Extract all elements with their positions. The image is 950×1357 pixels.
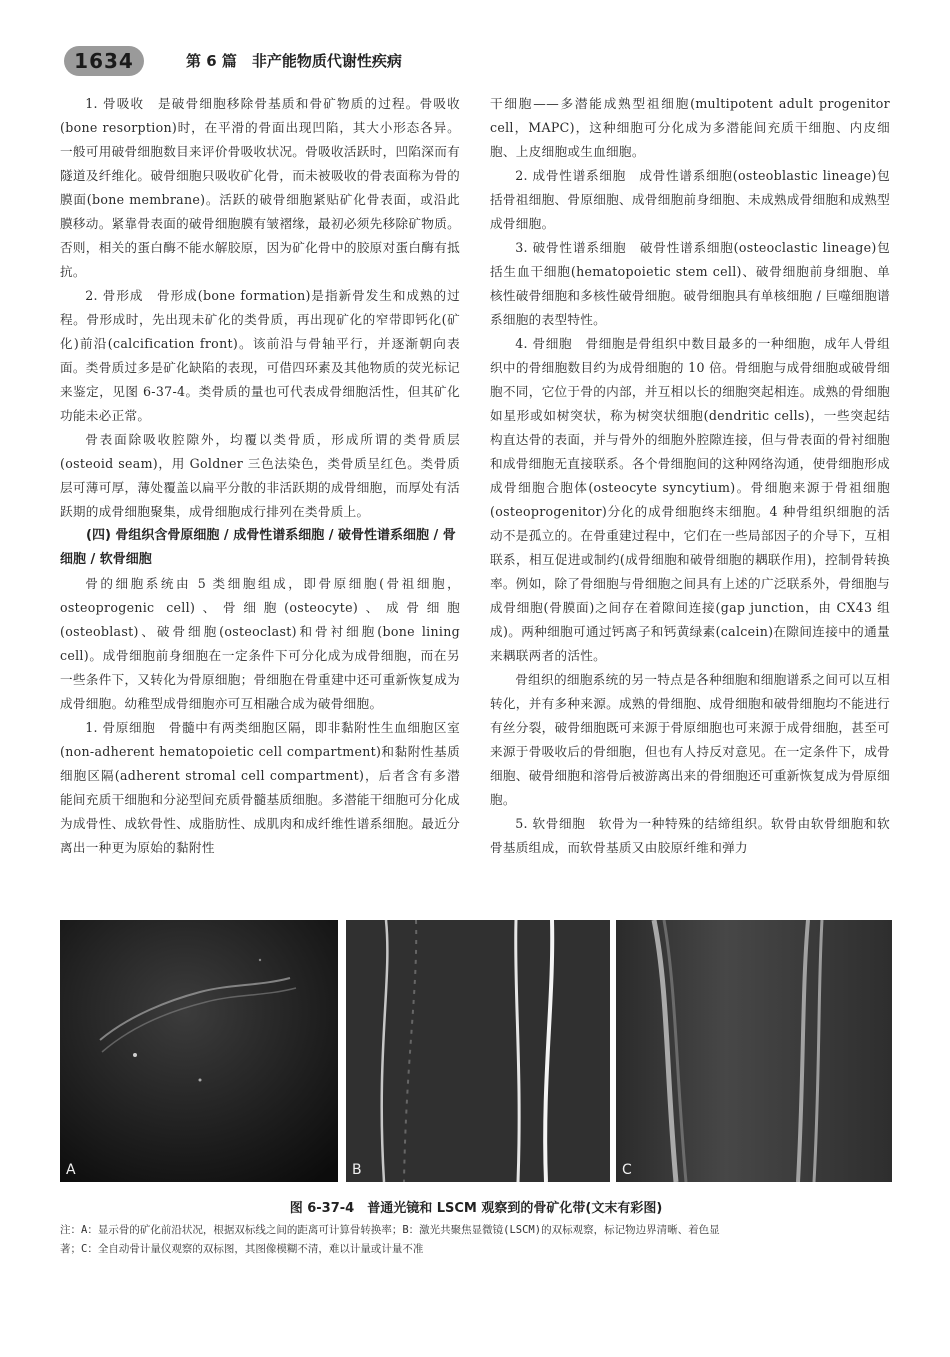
panel-b-image bbox=[346, 920, 610, 1182]
paragraph-osteoid-seam: 骨表面除吸收腔隙外，均覆以类骨质，形成所谓的类骨质层(osteoid seam)，用 Goldner 三色法染色，类骨质呈红色。类骨质层可薄可厚，薄处覆盖以扁平分散的非活跃期的成骨细胞，而厚处有活跃期的成骨细胞聚集，成骨细胞成行排列在类骨质上。 bbox=[60, 432, 460, 519]
figure-panel-b bbox=[346, 920, 610, 1182]
paragraph-chondrocyte: 5. 软骨细胞 软骨为一种特殊的结缔组织。软骨由软骨细胞和软骨基质组成，而软骨基质又由胶原纤维和弹力 bbox=[490, 816, 890, 855]
paragraph-osteoblastic-lineage: 2. 成骨性谱系细胞 成骨性谱系细胞(osteoblastic lineage)包括骨祖细胞、骨原细胞、成骨细胞前身细胞、未成熟成骨细胞和成熟型成骨细胞。 bbox=[490, 168, 890, 231]
section-title: 第 6 篇 非产能物质代谢性疾病 bbox=[186, 52, 402, 70]
figure-note-line-2: 著；C：全自动骨计量仪观察的双标图，其图像模糊不清，难以计量或计量不准 bbox=[60, 1243, 424, 1255]
panel-c-image bbox=[616, 920, 892, 1182]
subsection-heading: (四) 骨组织含骨原细胞 / 成骨性谱系细胞 / 破骨性谱系细胞 / 骨细胞 / 软骨细胞 bbox=[60, 528, 456, 567]
figure-panel-a bbox=[60, 920, 338, 1182]
paragraph-osteoprogenitor: 1. 骨原细胞 骨髓中有两类细胞区隔，即非黏附性生血细胞区室(non-adherent hematopoietic cell compartment)和黏附性基质细胞区隔(adherent stromal cell compartment)，后者含有多潜能间充质干细胞和分泌型间充质骨髓基质细胞。多潜能干细胞可分化成为成骨性、成软骨性、成脂肪性、成肌肉和成纤维性谱系细胞。最近分离出一种更为原始的黏附性 bbox=[60, 720, 460, 855]
page-number-badge: 1634 bbox=[64, 46, 144, 76]
paragraph-mapc: 干细胞——多潜能成熟型祖细胞(multipotent adult progenitor cell，MAPC)，这种细胞可分化成为多潜能间充质干细胞、内皮细胞、上皮细胞或生血细胞。 bbox=[490, 96, 890, 159]
figure-note-line-1: 注：A：显示骨的矿化前沿状况，根据双标线之间的距离可计算骨转换率；B：激光共聚焦显微镜(LSCM)的双标观察，标记物边界清晰、着色显 bbox=[60, 1224, 720, 1236]
figure-note bbox=[60, 1221, 892, 1259]
panel-label-b: B bbox=[352, 1162, 362, 1178]
paragraph-cell-conversion: 骨组织的细胞系统的另一特点是各种细胞和细胞谱系之间可以互相转化，并有多种来源。成熟的骨细胞、成骨细胞和破骨细胞均不能进行有丝分裂，破骨细胞既可来源于骨原细胞也可来源于成骨细胞，甚至可来源于骨吸收后的骨细胞，但也有人持反对意见。在一定条件下，成骨细胞、破骨细胞和溶骨后被游离出来的骨细胞还可重新恢复成为骨原细胞。 bbox=[490, 672, 890, 807]
paragraph-osteocyte: 4. 骨细胞 骨细胞是骨组织中数目最多的一种细胞，成年人骨组织中的骨细胞数目约为成骨细胞的 10 倍。骨细胞与成骨细胞或破骨细胞不同，它位于骨的内部，并互相以长的细胞突起相连。成熟的骨细胞如星形或如树突状，称为树突状细胞(dendritic cells)，一些突起结构直达骨的表面，并与骨外的细胞外腔隙连接，但与骨表面的骨衬细胞和成骨细胞无直接联系。各个骨细胞间的这种网络沟通，使骨细胞形成成骨细胞合胞体(osteocyte syncytium)。骨细胞来源于骨祖细胞(osteoprogenitor)分化的成骨细胞终末细胞。4 种骨组织细胞的活动不是孤立的。在骨重建过程中，它们在一些局部因子的介导下，互相联系，相互促进或制约(成骨细胞和破骨细胞的耦联作用)，控制骨转换率。例如，除了骨细胞与骨细胞之间具有上述的广泛联系外，骨细胞与成骨细胞(骨膜面)之间存在着隙间连接(gap junction，由 CX43 组成)。两种细胞可通过钙离子和钙黄绿素(calcein)在隙间连接中的通量来耦联两者的活性。 bbox=[490, 336, 890, 663]
left-column bbox=[60, 92, 460, 860]
figure-caption: 图 6-37-4 普通光镜和 LSCM 观察到的骨矿化带(文末有彩图) bbox=[289, 1201, 663, 1216]
paragraph-osteoclastic-lineage: 3. 破骨性谱系细胞 破骨性谱系细胞(osteoclastic lineage)包括生血干细胞(hematopoietic stem cell)、破骨细胞前身细胞、单核性破骨细胞和多核性破骨细胞。破骨细胞具有单核细胞 / 巨噬细胞谱系细胞的表型特性。 bbox=[490, 240, 890, 327]
panel-label-c: C bbox=[622, 1162, 632, 1178]
page-header bbox=[52, 42, 912, 78]
paragraph-bone-formation: 2. 骨形成 骨形成(bone formation)是指新骨发生和成熟的过程。骨形成时，先出现未矿化的类骨质，再出现矿化的窄带即钙化(矿化)前沿(calcification front)。该前沿与骨轴平行，并逐渐朝向表面。类骨质过多是矿化缺陷的表现，可借四环素及其他物质的荧光标记来鉴定，见图 6-37-4。类骨质的量也可代表成骨细胞活性，但其矿化功能未必正常。 bbox=[60, 288, 460, 423]
paragraph-cell-system: 骨的细胞系统由 5 类细胞组成，即骨原细胞(骨祖细胞，osteoprogenic cell)、骨细胞(osteocyte)、成骨细胞(osteoblast)、破骨细胞(osteoclast)和骨衬细胞(bone lining cell)。成骨细胞前身细胞在一定条件下可分化成为成骨细胞，而在另一些条件下，又转化为骨原细胞；骨细胞在骨重建中还可重新恢复成为成骨细胞。幼稚型成骨细胞亦可互相融合成为破骨细胞。 bbox=[60, 576, 460, 711]
figure-6-37-4 bbox=[60, 920, 892, 1182]
panel-a-image bbox=[60, 920, 338, 1182]
panel-label-a: A bbox=[66, 1162, 76, 1178]
figure-panel-c bbox=[616, 920, 892, 1182]
right-column bbox=[490, 92, 890, 860]
paragraph-bone-resorption: 1. 骨吸收 是破骨细胞移除骨基质和骨矿物质的过程。骨吸收(bone resorption)时，在平滑的骨面出现凹陷，其大小形态各异。一般可用破骨细胞数目来评价骨吸收状况。骨吸收活跃时，凹陷深而有隧道及纤维化。破骨细胞只吸收矿化骨，而未被吸收的骨表面称为骨的膜面(bone membrane)。活跃的破骨细胞紧贴矿化骨表面，或沿此膜移动。紧靠骨表面的破骨细胞膜有皱褶缘，最初必须先移除矿物质。否则，相关的蛋白酶不能水解胶原，因为矿化骨中的胶原对蛋白酶有抵抗。 bbox=[60, 96, 460, 279]
